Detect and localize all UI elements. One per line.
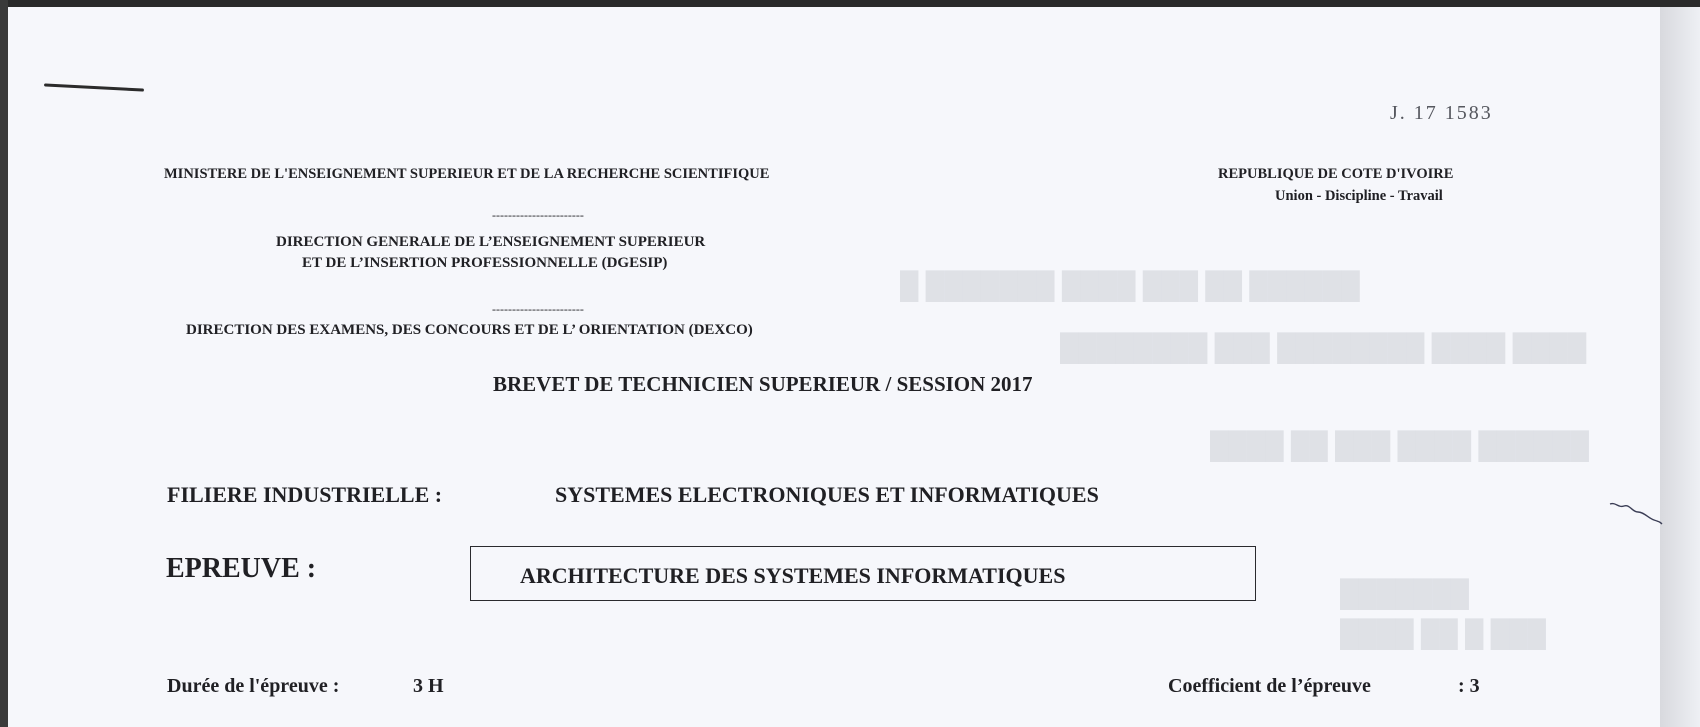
show-through-text: ████ ██ █ ███ bbox=[1340, 618, 1546, 648]
filiere-label: FILIERE INDUSTRIELLE : bbox=[167, 482, 443, 507]
direction-generale-line-1: DIRECTION GENERALE DE L’ENSEIGNEMENT SUPERIEUR bbox=[276, 234, 706, 250]
show-through-text: ████ ██ ███ ████ ██████ bbox=[1210, 430, 1589, 460]
separator-line: ----------------------- bbox=[492, 208, 584, 222]
show-through-text: ████████ ███ ████████ ████ ████ bbox=[1060, 332, 1587, 362]
republic-heading: REPUBLIQUE DE COTE D'IVOIRE bbox=[1218, 166, 1454, 182]
coefficient-value: : 3 bbox=[1458, 675, 1480, 697]
duree-value: 3 H bbox=[413, 675, 444, 697]
pen-stroke-mark bbox=[1608, 500, 1664, 526]
separator-line: ----------------------- bbox=[492, 302, 584, 316]
filiere-value: SYSTEMES ELECTRONIQUES ET INFORMATIQUES bbox=[555, 482, 1099, 507]
show-through-text: █ ███████ ████ ███ ██ ██████ bbox=[900, 270, 1360, 300]
direction-examens-heading: DIRECTION DES EXAMENS, DES CONCOURS ET DE L’ ORIENTATION (DEXCO) bbox=[186, 322, 753, 338]
national-motto: Union - Discipline - Travail bbox=[1275, 188, 1443, 204]
direction-generale-line-2: ET DE L’INSERTION PROFESSIONNELLE (DGESIP) bbox=[302, 255, 668, 271]
reference-number: J. 17 1583 bbox=[1390, 102, 1493, 124]
page-edge bbox=[1660, 6, 1700, 727]
scanner-left-border bbox=[0, 0, 8, 727]
scanner-top-border bbox=[0, 0, 1700, 7]
ministry-heading: MINISTERE DE L'ENSEIGNEMENT SUPERIEUR ET DE LA RECHERCHE SCIENTIFIQUE bbox=[164, 166, 770, 182]
coefficient-label: Coefficient de l’épreuve bbox=[1168, 675, 1371, 697]
epreuve-label: EPREUVE : bbox=[166, 553, 317, 584]
epreuve-value: ARCHITECTURE DES SYSTEMES INFORMATIQUES bbox=[520, 563, 1066, 588]
exam-title: BREVET DE TECHNICIEN SUPERIEUR / SESSION 2017 bbox=[493, 372, 1033, 396]
show-through-text: ███████ bbox=[1340, 578, 1469, 608]
duree-label: Durée de l'épreuve : bbox=[167, 675, 340, 697]
